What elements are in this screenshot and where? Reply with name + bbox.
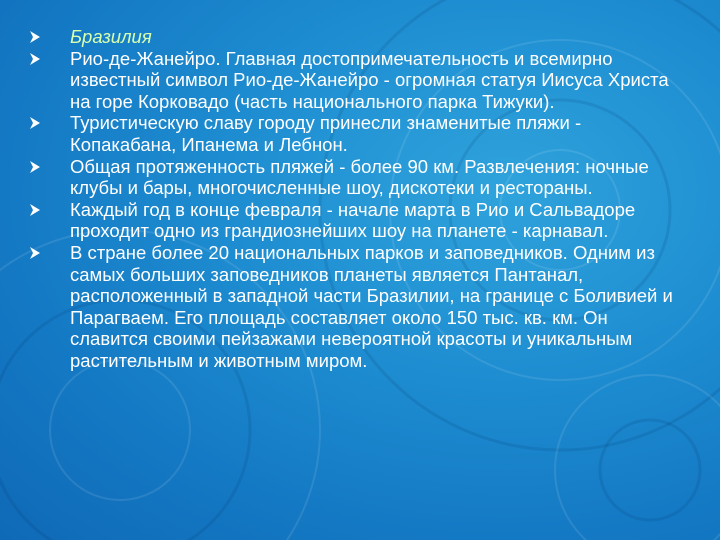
bullet-text: Рио-де-Жанейро. Главная достопримечательность и всемирно известный символ Рио-де-Жанейро - огромная статуя Иисуса Христа на горе Корковадо (часть национального парка Тижуки). — [70, 47, 669, 112]
bullet-item — [0, 112, 690, 155]
bullet-title: Бразилия — [70, 26, 152, 47]
bullet-list — [0, 26, 690, 372]
bullet-item — [0, 242, 690, 372]
bullet-text: В стране более 20 национальных парков и заповедников. Одним из самых больших заповедников планеты является Пантанал, расположенный в западной части Бразилии, на границе с Боливией и Парагваем. Его площадь составляет около 150 тыс. кв. км. Он славится своими пейзажами невероятной красоты и уникальным растительным и животным миром. — [70, 241, 673, 371]
bullet-item — [0, 48, 690, 113]
arrow-bullet-icon — [29, 53, 41, 65]
bullet-text: Туристическую славу городу принесли знаменитые пляжи - Копакабана, Ипанема и Лебнон. — [70, 112, 582, 155]
bullet-item — [0, 156, 690, 199]
arrow-bullet-icon — [29, 247, 41, 259]
bullet-text: Общая протяженность пляжей - более 90 км. Развлечения: ночные клубы и бары, многочисленные шоу, дискотеки и рестораны. — [70, 155, 649, 199]
bullet-item — [0, 26, 690, 48]
arrow-bullet-icon — [29, 204, 41, 216]
arrow-bullet-icon — [29, 31, 41, 43]
bullet-item — [0, 199, 690, 242]
arrow-bullet-icon — [29, 117, 41, 129]
arrow-bullet-icon — [29, 161, 41, 173]
bullet-text: Каждый год в конце февраля - начале марта в Рио и Сальвадоре проходит одно из грандиознейших шоу на планете - карнавал. — [70, 198, 636, 242]
